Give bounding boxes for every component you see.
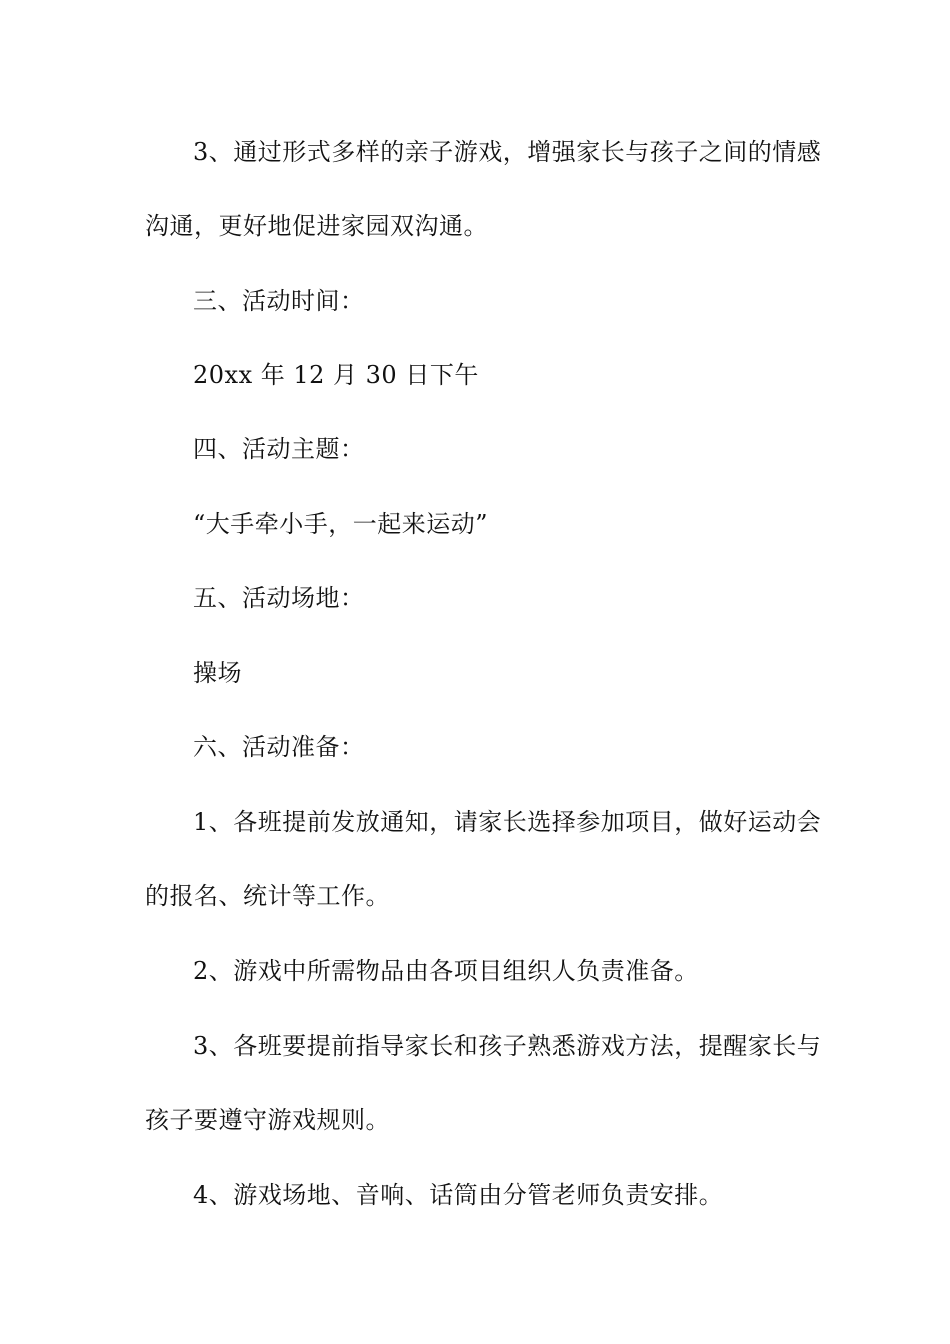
- preparation-item-1-line-2: 的报名、统计等工作。: [145, 882, 390, 910]
- activity-theme-value: “大手牵小手，一起来运动”: [193, 510, 489, 538]
- preparation-item-3-line-1: 3、各班要提前指导家长和孩子熟悉游戏方法，提醒家长与: [193, 1032, 822, 1060]
- preparation-item-3-line-2: 孩子要遵守游戏规则。: [145, 1106, 390, 1134]
- activity-venue-value: 操场: [193, 659, 242, 687]
- preparation-item-1-line-1: 1、各班提前发放通知，请家长选择参加项目，做好运动会: [193, 808, 822, 836]
- section-heading-venue: 五、活动场地：: [193, 584, 365, 612]
- section-heading-time: 三、活动时间：: [193, 287, 365, 315]
- section-heading-preparation: 六、活动准备：: [193, 733, 365, 761]
- activity-time-value: 20xx 年 12 月 30 日下午: [193, 361, 479, 389]
- paragraph-goal-3-line-1: 3、通过形式多样的亲子游戏，增强家长与孩子之间的情感: [193, 138, 822, 166]
- paragraph-goal-3-line-2: 沟通，更好地促进家园双沟通。: [145, 212, 488, 240]
- preparation-item-2: 2、游戏中所需物品由各项目组织人负责准备。: [193, 957, 699, 985]
- preparation-item-4: 4、游戏场地、音响、话筒由分管老师负责安排。: [193, 1181, 724, 1209]
- section-heading-theme: 四、活动主题：: [193, 435, 365, 463]
